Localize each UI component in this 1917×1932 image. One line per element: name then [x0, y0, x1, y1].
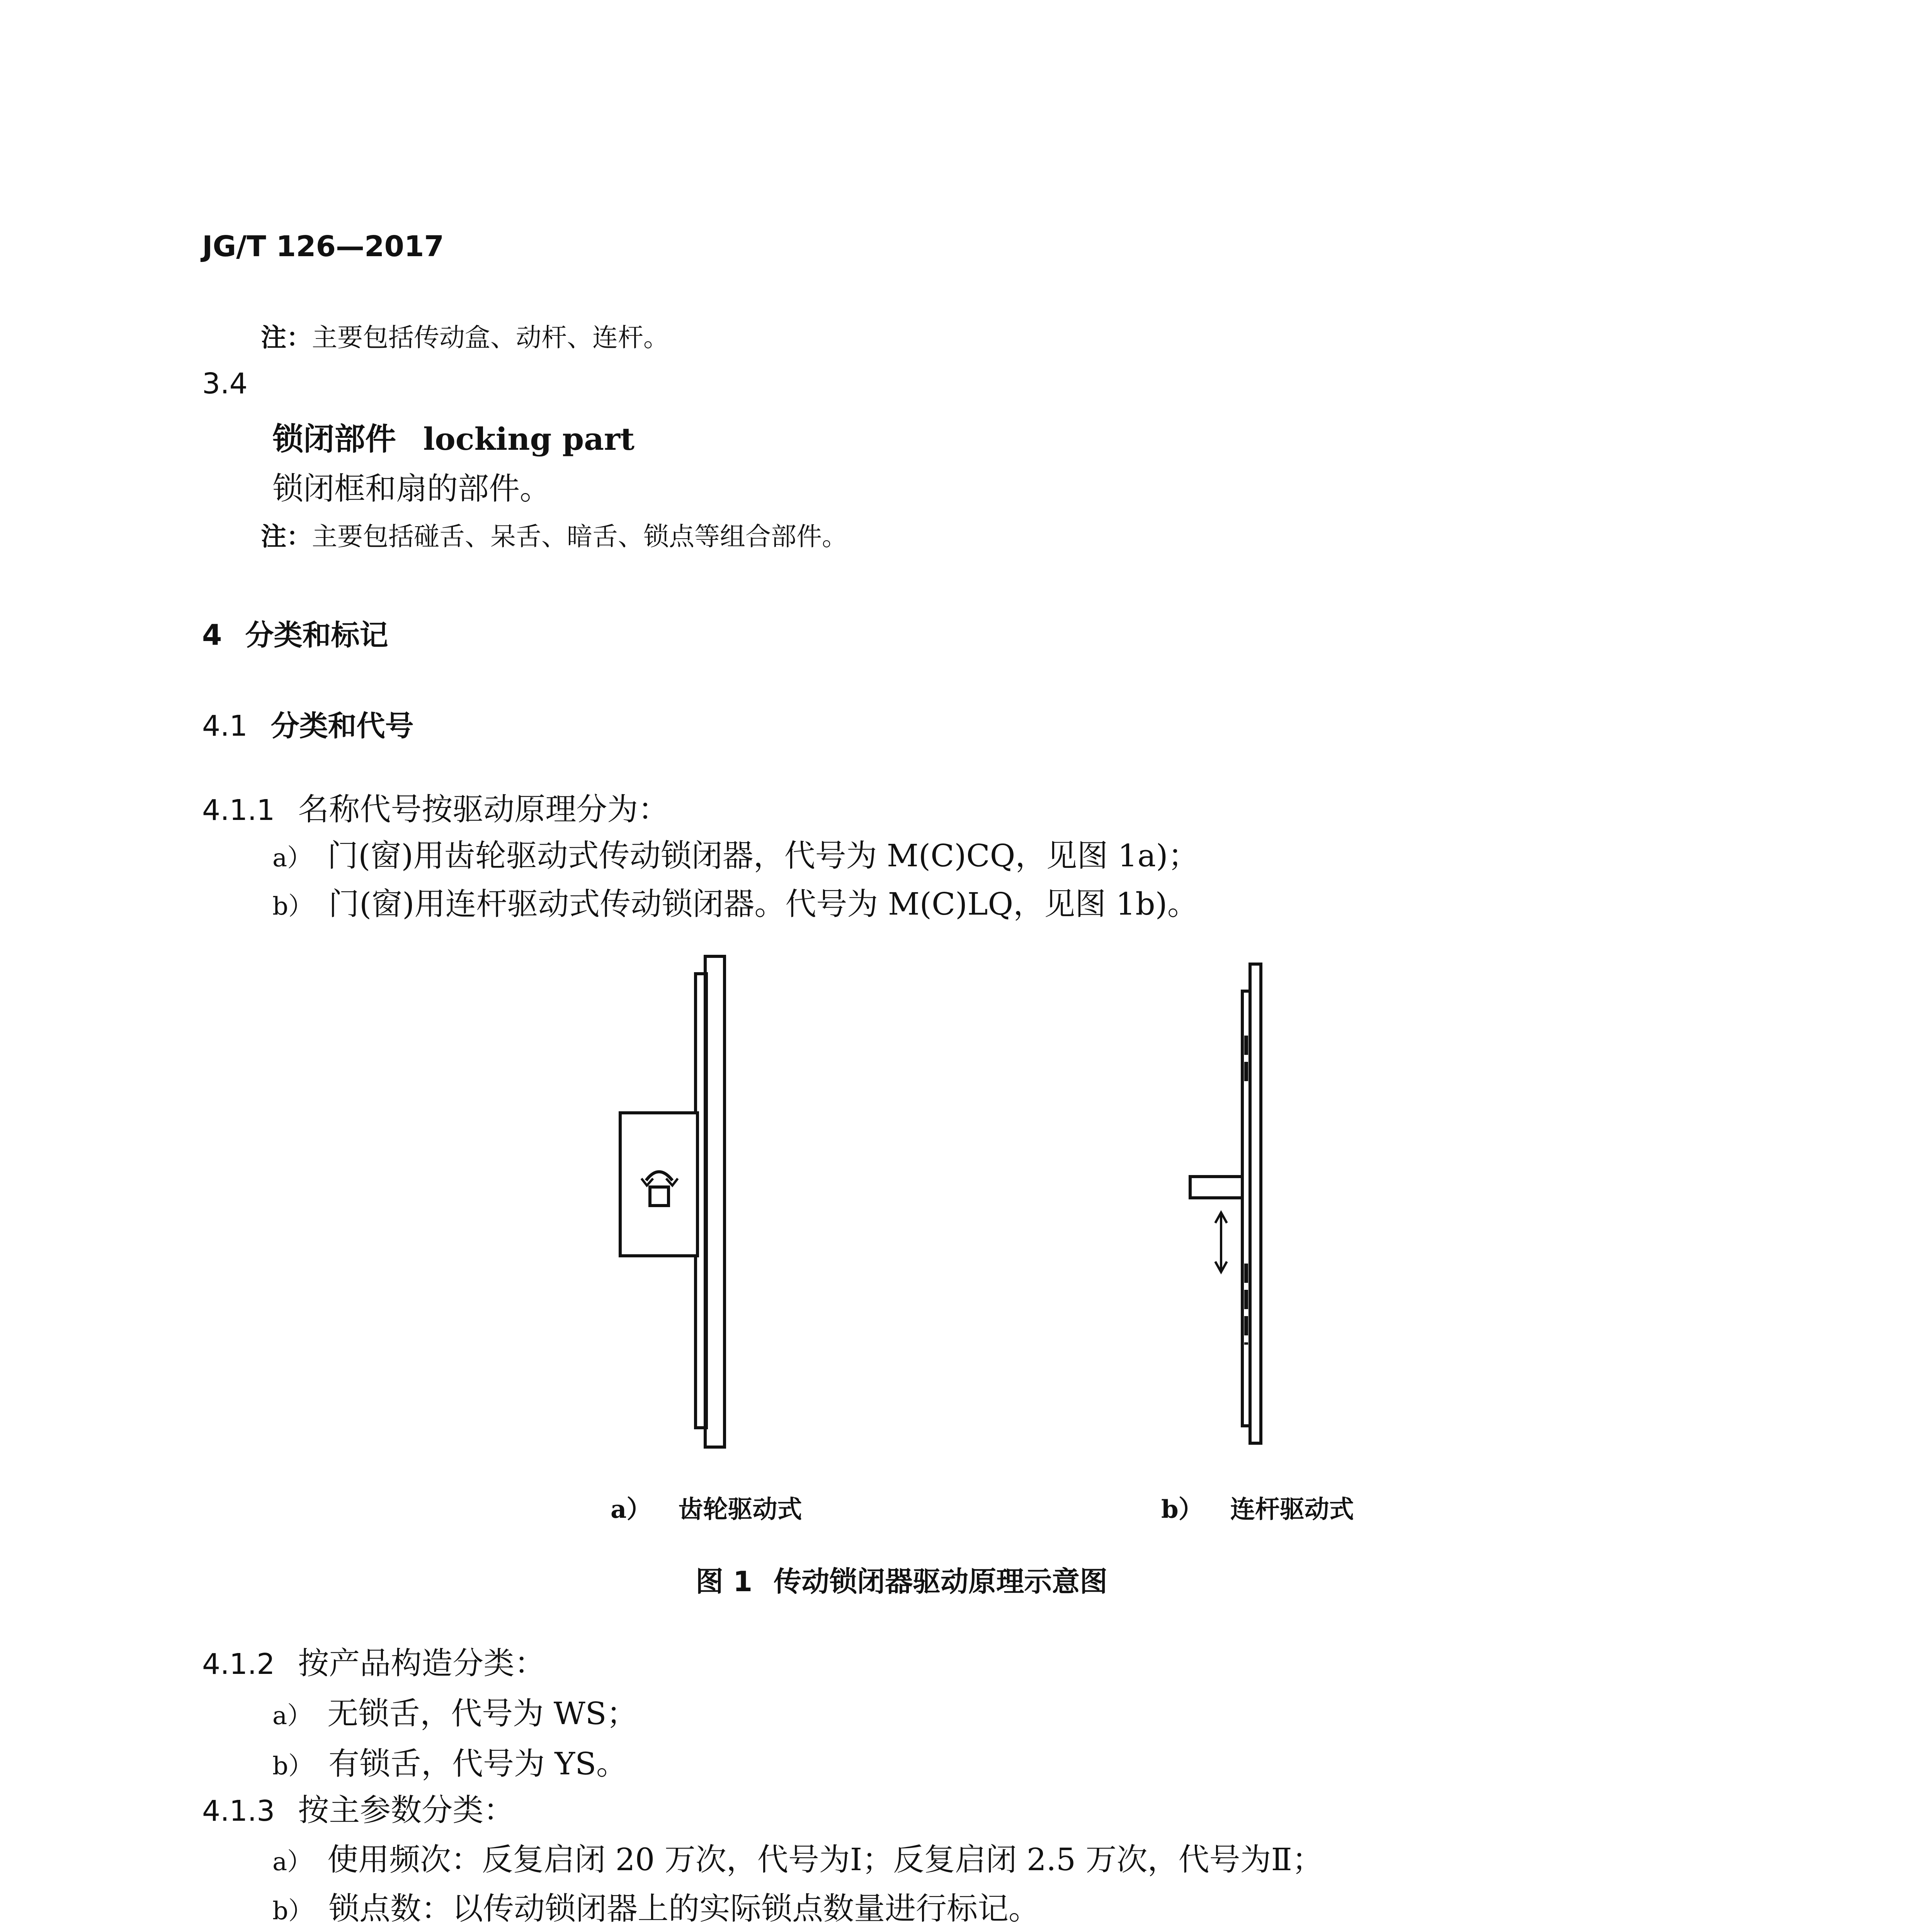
- item-label: b）: [272, 1752, 313, 1781]
- clause-4-1-3-text: 按主参数分类：: [298, 1792, 515, 1828]
- term-number: 3.4: [202, 367, 248, 400]
- item-text: 门(窗)用连杆驱动式传动锁闭器。代号为 M(C)LQ，见图 1b)。: [328, 886, 1198, 922]
- item-text: 门(窗)用齿轮驱动式传动锁闭器，代号为 M(C)CQ，见图 1a)；: [327, 838, 1199, 874]
- item-label: a）: [272, 844, 312, 872]
- item-label: a）: [272, 1702, 312, 1730]
- page-header-code: JG/T 126—2017: [202, 230, 444, 263]
- item-text: 使用频次：反复启闭 20 万次，代号为Ⅰ；反复启闭 2.5 万次，代号为Ⅱ；: [327, 1842, 1323, 1878]
- figure-1b-text: 连杆驱动式: [1230, 1495, 1354, 1524]
- section-4-1-title: 分类和代号: [270, 709, 414, 743]
- figure-1b-label: b）: [1161, 1495, 1203, 1524]
- section-4-number: 4: [202, 619, 222, 652]
- figure-1a-text: 齿轮驱动式: [678, 1495, 802, 1524]
- item-label: b）: [272, 1897, 313, 1925]
- item-label: a）: [272, 1848, 312, 1876]
- note-2-label: 注：: [261, 522, 312, 551]
- section-4-1-number: 4.1: [202, 709, 248, 743]
- item-text: 有锁舌，代号为 YS。: [328, 1746, 628, 1782]
- clause-4-1-2-text: 按产品构造分类：: [298, 1645, 546, 1681]
- term-title-zh: 锁闭部件: [272, 421, 396, 457]
- note-1-label: 注：: [261, 323, 312, 352]
- clause-4-1-3-number: 4.1.3: [202, 1794, 275, 1828]
- figure-1a-label: a）: [611, 1495, 651, 1524]
- item-label: b）: [272, 892, 313, 921]
- clause-4-1-2-number: 4.1.2: [202, 1648, 275, 1681]
- item-text: 无锁舌，代号为 WS；: [327, 1696, 638, 1731]
- figure-1-number: 图 1: [696, 1565, 753, 1598]
- term-title-en: locking part: [423, 421, 635, 457]
- note-2-text: 主要包括碰舌、呆舌、暗舌、锁点等组合部件。: [312, 522, 847, 551]
- clause-4-1-1-text: 名称代号按驱动原理分为：: [298, 791, 669, 827]
- term-definition: 锁闭框和扇的部件。: [272, 471, 551, 507]
- item-text: 锁点数：以传动锁闭器上的实际锁点数量进行标记。: [328, 1891, 1039, 1927]
- section-4-title: 分类和标记: [245, 619, 388, 652]
- note-1-text: 主要包括传动盒、动杆、连杆。: [312, 323, 669, 352]
- clause-4-1-1-number: 4.1.1: [202, 794, 275, 827]
- figure-1-title: 传动锁闭器驱动原理示意图: [774, 1565, 1108, 1598]
